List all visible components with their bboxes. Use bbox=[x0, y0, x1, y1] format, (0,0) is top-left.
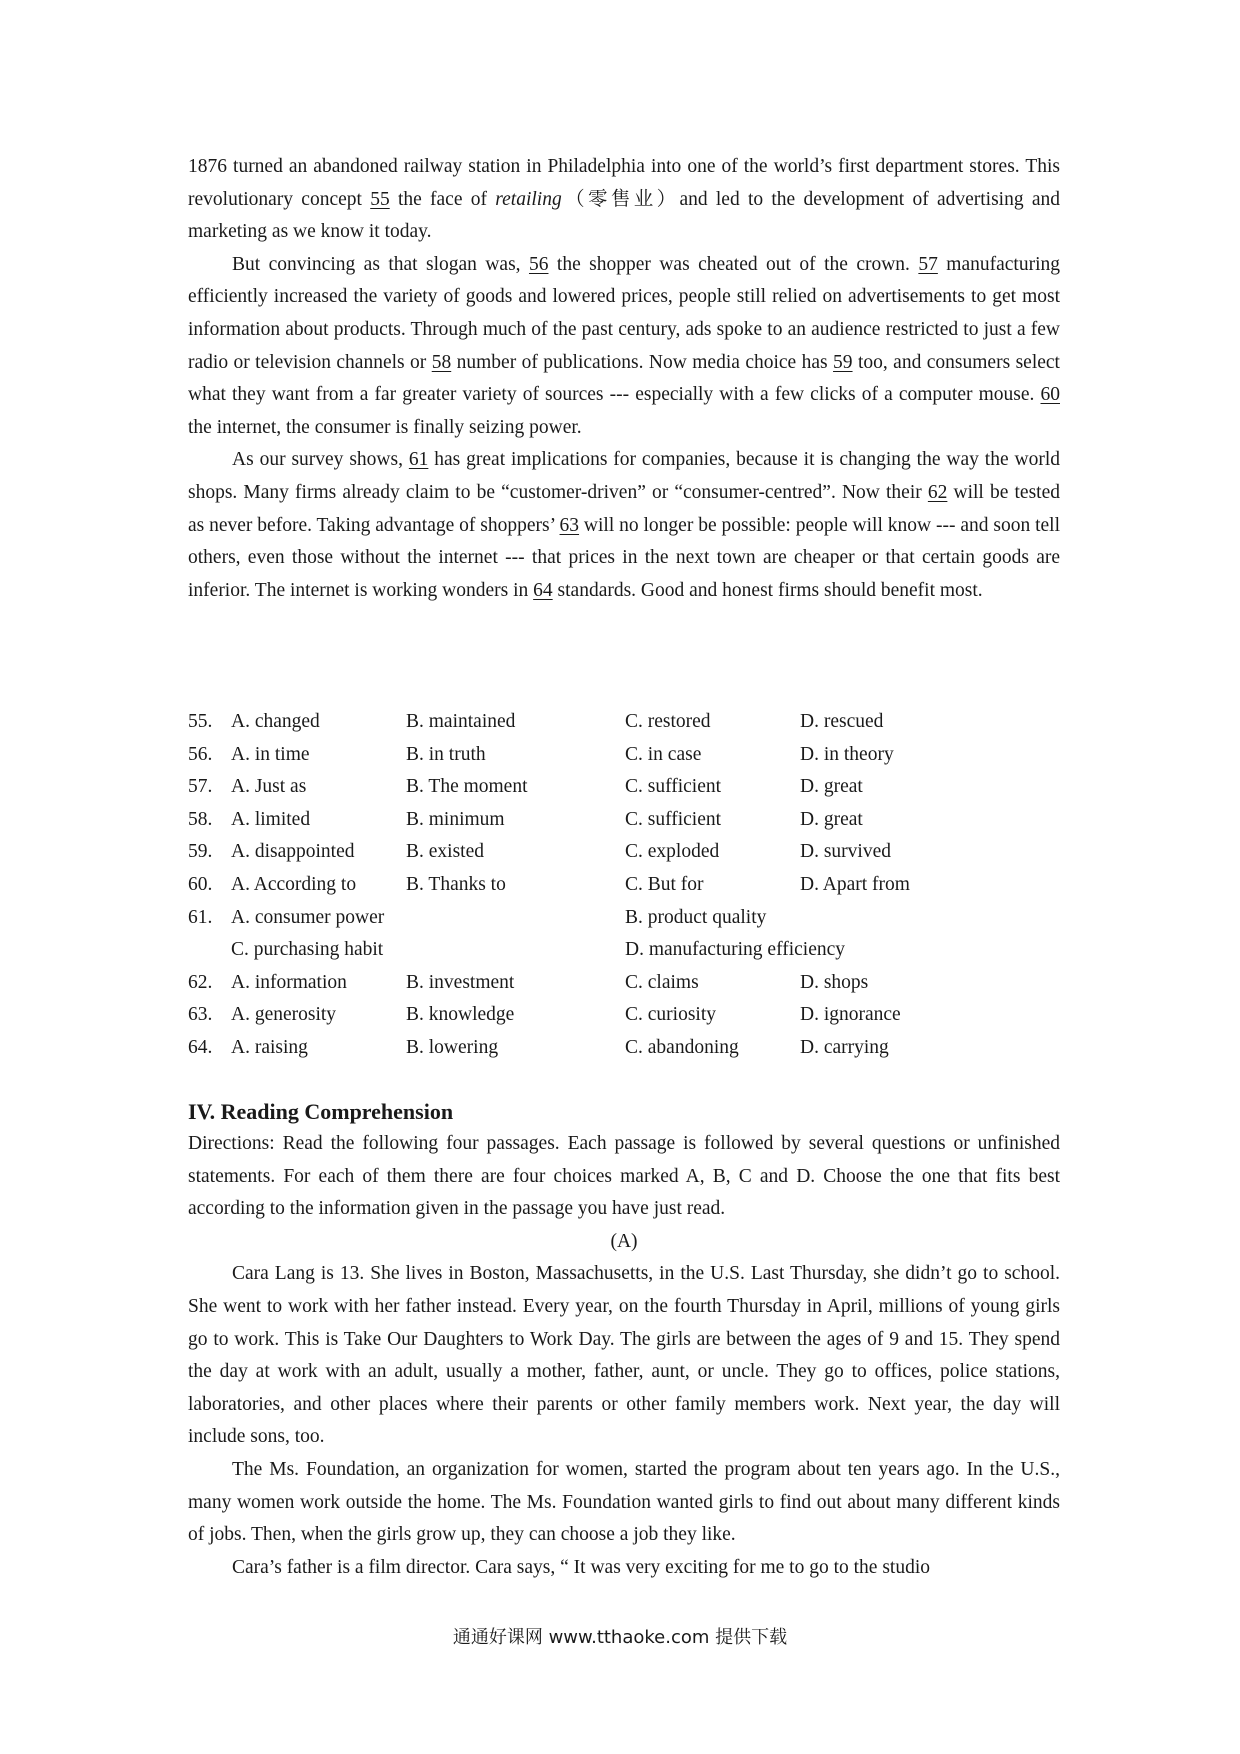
text-run: 1876 turned an abandoned railway station in Philadelphia into one of the world’s first department stores. This revolutionary concept bbox=[188, 156, 1060, 210]
option-a: A. in time bbox=[231, 743, 310, 765]
option-c: C. restored bbox=[625, 711, 711, 732]
option-row-62 bbox=[188, 967, 1060, 1000]
text-run: has great implications for companies, because it is changing the way the world shops. Many firms already claim to be “customer-driven” or “consumer-centred”. Now their bbox=[188, 449, 1060, 503]
blank-64: 64 bbox=[533, 579, 553, 601]
blank-59: 59 bbox=[833, 351, 853, 373]
option-row-56 bbox=[188, 739, 1060, 772]
option-c: C. purchasing habit bbox=[231, 939, 384, 961]
option-row-60 bbox=[188, 869, 1060, 902]
option-row-55 bbox=[188, 706, 1060, 739]
text-run: the internet, the consumer is finally seizing power. bbox=[188, 416, 582, 438]
option-row-61-first bbox=[188, 902, 1060, 935]
text-run: will be tested as never before. Taking advantage of shoppers’ bbox=[188, 481, 1060, 536]
option-a: A. According to bbox=[231, 873, 357, 895]
text-run: will no longer be possible: people will know --- and soon tell others, even those without the internet --- that prices in the next town are cheaper or that certain goods are inferior. The internet is working wonders in bbox=[188, 514, 1060, 601]
option-b: B. lowering bbox=[406, 1036, 499, 1058]
option-c: C. claims bbox=[625, 971, 699, 993]
option-b: B. The moment bbox=[406, 776, 528, 798]
option-d: D. rescued bbox=[800, 711, 884, 732]
question-number: 61. bbox=[188, 906, 213, 928]
option-c: C. But for bbox=[625, 873, 704, 895]
option-d: D. manufacturing efficiency bbox=[625, 939, 846, 961]
option-b: B. minimum bbox=[406, 808, 505, 830]
option-b: B. maintained bbox=[406, 711, 516, 732]
cloze-passage bbox=[188, 151, 1060, 607]
text-run: （零售业）and led to the development of advertising and marketing as we know it today. bbox=[188, 188, 1060, 243]
option-c: C. exploded bbox=[625, 841, 720, 863]
option-c: C. curiosity bbox=[625, 1004, 716, 1026]
option-b: B. product quality bbox=[625, 906, 767, 928]
option-a: A. Just as bbox=[231, 776, 307, 798]
section-heading: IV. Reading Comprehension bbox=[188, 1099, 454, 1124]
option-row-59 bbox=[188, 836, 1060, 869]
option-d: D. ignorance bbox=[800, 1004, 901, 1026]
text-run: the face of bbox=[389, 188, 496, 210]
option-c: C. sufficient bbox=[625, 776, 722, 798]
text-run: number of publications. Now media choice has bbox=[451, 351, 834, 373]
option-d: D. Apart from bbox=[800, 873, 910, 895]
option-d: D. carrying bbox=[800, 1036, 889, 1058]
question-number: 58. bbox=[188, 808, 213, 830]
passage-paragraph-1: Cara Lang is 13. She lives in Boston, Massachusetts, in the U.S. Last Thursday, she didn’t go to school. She went to work with her father instead. Every year, on the fourth Thursday in April, millions of young girls go to work. This is Take Our Daughters to Work Day. The girls are between the ages of 9 and 15. They spend the day at work with an adult, usually a mother, father, aunt, or uncle. They go to offices, police stations, laboratories, and other places where their parents or other family members work. Next year, the day will include sons, too. bbox=[188, 1263, 1060, 1448]
question-number: 63. bbox=[188, 1004, 213, 1026]
option-b: B. in truth bbox=[406, 743, 486, 765]
option-row-58 bbox=[188, 804, 1060, 837]
option-a: A. generosity bbox=[231, 1004, 337, 1026]
blank-56: 56 bbox=[528, 253, 549, 275]
option-row-64 bbox=[188, 1032, 1060, 1065]
text-run: But convincing as that slogan was, bbox=[232, 253, 529, 275]
text-run: too, and consumers select what they want from a far greater variety of sources --- especially with a few clicks of a computer mouse. bbox=[188, 351, 1060, 406]
option-row-57 bbox=[188, 771, 1060, 804]
option-a: A. consumer power bbox=[231, 906, 385, 928]
passage-paragraph-3: Cara’s father is a film director. Cara says, “ It was very exciting for me to go to the studio bbox=[232, 1556, 931, 1578]
passage-paragraph-2: The Ms. Foundation, an organization for women, started the program about ten years ago. In the U.S., many women work outside the home. The Ms. Foundation wanted girls to find out about many different kinds of jobs. Then, when the girls grow up, they can choose a job they like. bbox=[188, 1458, 1060, 1546]
blank-55: 55 bbox=[370, 188, 390, 210]
text-run: manufacturing efficiently increased the variety of goods and lowered prices, people still relied on advertisements to get most information about products. Through much of the past century, ads spoke to an audience restricted to just a few radio or television channels or bbox=[188, 253, 1060, 373]
option-d: D. survived bbox=[800, 841, 891, 863]
option-row-63 bbox=[188, 999, 1060, 1032]
option-c: C. sufficient bbox=[625, 808, 722, 830]
blank-62: 62 bbox=[927, 481, 948, 503]
option-row-61-second bbox=[188, 934, 1060, 967]
question-number: 56. bbox=[188, 743, 213, 765]
option-b: B. investment bbox=[406, 971, 515, 993]
option-a: A. information bbox=[231, 971, 347, 993]
cloze-paragraph-2 bbox=[188, 249, 1060, 445]
option-a: A. disappointed bbox=[231, 841, 355, 863]
question-number: 55. bbox=[188, 711, 213, 732]
blank-61: 61 bbox=[408, 449, 429, 471]
page-footer: 通通好课网 www.tthaoke.com 提供下载 bbox=[452, 1627, 788, 1648]
question-number: 60. bbox=[188, 873, 213, 895]
text-run: the shopper was cheated out of the crown. bbox=[548, 253, 919, 275]
option-d: D. shops bbox=[800, 971, 869, 993]
option-b: B. knowledge bbox=[406, 1004, 515, 1026]
text-run: As our survey shows, bbox=[232, 449, 409, 471]
blank-57: 57 bbox=[918, 253, 938, 275]
option-d: D. in theory bbox=[800, 743, 894, 765]
term-retailing: retailing bbox=[495, 188, 562, 210]
directions: Directions: Read the following four passages. Each passage is followed by several questions or unfinished statements. For each of them there are four choices marked A, B, C and D. Choose the one that fits best according to the information given in the passage you have just read. bbox=[188, 1133, 1060, 1220]
option-b: B. existed bbox=[406, 841, 484, 863]
blank-63: 63 bbox=[559, 514, 580, 536]
text-run: standards. Good and honest firms should benefit most. bbox=[552, 579, 983, 601]
option-b: B. Thanks to bbox=[406, 873, 506, 895]
option-a: A. changed bbox=[231, 711, 320, 732]
cloze-paragraph-3 bbox=[188, 444, 1060, 607]
option-d: D. great bbox=[800, 808, 863, 830]
question-number: 57. bbox=[188, 776, 213, 798]
passage-label: (A) bbox=[610, 1230, 638, 1252]
blank-58: 58 bbox=[431, 351, 452, 373]
blank-60: 60 bbox=[1040, 384, 1060, 406]
option-c: C. abandoning bbox=[625, 1036, 739, 1058]
reading-section bbox=[188, 1128, 1060, 1584]
option-d: D. great bbox=[800, 776, 863, 798]
question-number: 64. bbox=[188, 1036, 213, 1058]
question-number: 59. bbox=[188, 841, 213, 863]
cloze-paragraph-1 bbox=[188, 151, 1060, 249]
option-a: A. limited bbox=[231, 808, 311, 830]
answer-options bbox=[188, 706, 1060, 1065]
option-c: C. in case bbox=[625, 743, 702, 765]
question-number: 62. bbox=[188, 971, 213, 993]
option-a: A. raising bbox=[231, 1036, 308, 1058]
